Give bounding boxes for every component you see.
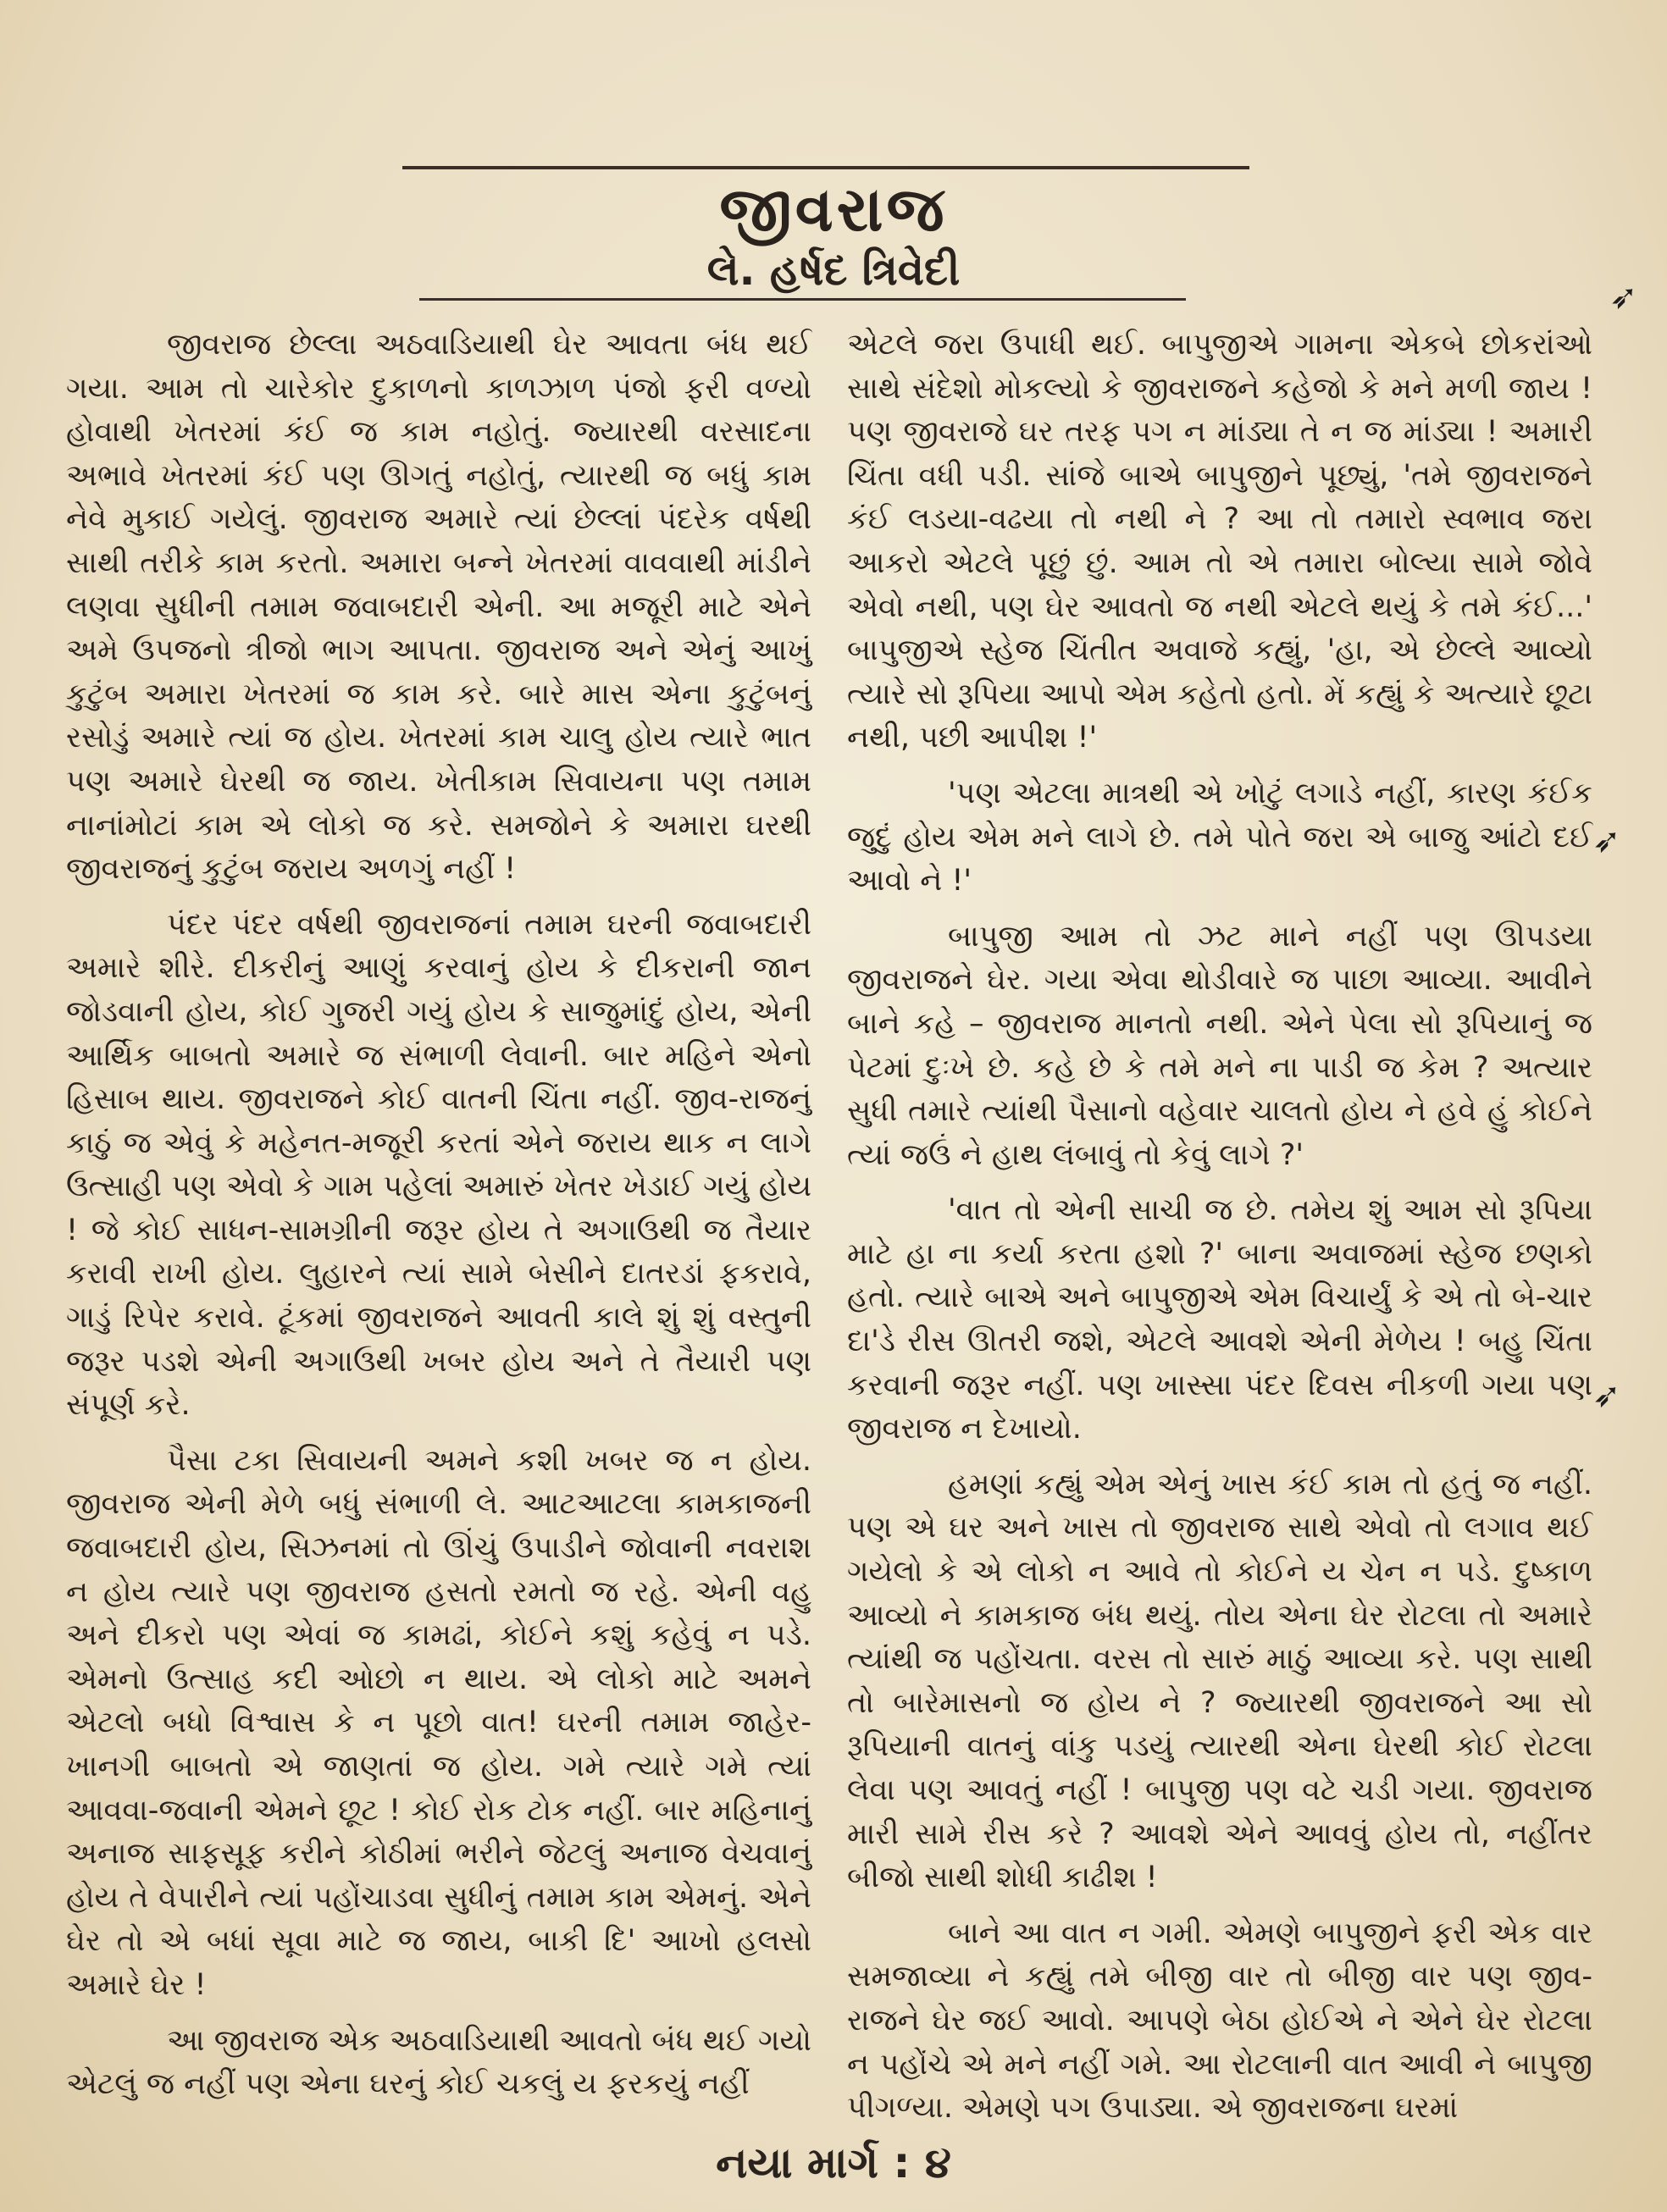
article-author: લે. હર્ષદ ત્રિવેદી: [706, 246, 961, 295]
title-rule: [419, 298, 1186, 301]
paragraph: એટલે જરા ઉપાધી થઈ. બાપુજીએ ગામના એકબે છોકરાંઓ સાથે સંદેશો મોકલ્યો કે જીવરાજને કહેજો કે મને મળી જાય ! પણ જીવરાજે ઘર તરફ પગ ન માંડ્યા તે ન જ માંડ્યા ! અમારી ચિંતા વધી પડી. સાંજે બાએ બાપુજીને પૂછ્યું, 'તમે જીવરાજને કંઈ લડયા-વઢયા તો નથી ને ? આ તો તમારો સ્વભાવ જરા આકરો એટલે પૂછું છું. આમ તો એ તમારા બોલ્યા સામે જોવે એવો નથી, પણ ઘેર આવતો જ નથી એટલે થયું કે તમે કંઈ...' બાપુજીએ સ્હેજ ચિંતીત અવાજે કહ્યું, 'હા, એ છેલ્લે આવ્યો ત્યારે સો રૂપિયા આપો એમ કહેતો હતો. મેં કહ્યું કે અત્યારે છૂટા નથી, પછી આપીશ !': [847, 328, 1592, 755]
footer-separator: :: [893, 2138, 911, 2187]
left-column: [66, 324, 811, 2107]
paragraph: પૈસા ટકા સિવાયની અમને કશી ખબર જ ન હોય. જીવરાજ એની મેળે બધું સંભાળી લે. આટઆટલા કામકાજની જવાબદારી હોય, સિઝનમાં તો ઊંચું ઉપાડીને જોવાની નવરાશ ન હોય ત્યારે પણ જીવરાજ હસતો રમતો જ રહે. એની વહુ અને દીકરો પણ એવાં જ કામઢાં, કોઈને કશું કહેવું ન પડે. એમનો ઉત્સાહ કદી ઓછો ન થાય. એ લોકો માટે અમને એટલો બધો વિશ્વાસ કે ન પૂછો વાત! ઘરની તમામ જાહેર-ખાનગી બાબતો એ જાણતાં જ હોય. ગમે ત્યારે ગમે ત્યાં આવવા-જવાની એમને છૂટ ! કોઈ રોક ટોક નહીં. બાર મહિનાનું અનાજ સાફસૂફ કરીને કોઠીમાં ભરીને જેટલું અનાજ વેચવાનું હોય તે વેપારીને ત્યાં પહોંચાડવા સુધીનું તમામ કામ એમનું. એને ઘેર તો એ બધાં સૂવા માટે જ જાય, બાકી દિ' આખો હલસો અમારે ઘેર !: [66, 1443, 811, 2002]
page-number: ૪: [924, 2138, 951, 2187]
paragraph: પંદર પંદર વર્ષથી જીવરાજનાં તમામ ઘરની જવાબદારી અમારે શીરે. દીકરીનું આણું કરવાનું હોય કે દીકરાની જાન જોડવાની હોય, કોઈ ગુજરી ગયું હોય કે સાજુમાંદું હોય, એની આર્થિક બાબતો અમારે જ સંભાળી લેવાની. બાર મહિને એનો હિસાબ થાય. જીવરાજને કોઈ વાતની ચિંતા નહીં. જીવ-રાજનું કાઠું જ એવું કે મહેનત-મજૂરી કરતાં એને જરાય થાક ન લાગે ઉત્સાહી પણ એવો કે ગામ પહેલાં અમારું ખેતર ખેડાઈ ગયું હોય ! જે કોઈ સાધન-સામગ્રીની જરૂર હોય તે અગાઉથી જ તૈયાર કરાવી રાખી હોય. લુહારને ત્યાં સામે બેસીને દાતરડાં ફકરાવે, ગાડું રિપેર કરાવે. ટૂંકમાં જીવરાજને આવતી કાલે શું શું વસ્તુની જરૂર પડશે એની અગાઉથી ખબર હોય અને તે તૈયારી પણ સંપૂર્ણ કરે.: [66, 907, 811, 1423]
bird-mark-icon: ➶: [1592, 821, 1621, 860]
paragraph: હમણાં કહ્યું એમ એનું ખાસ કંઈ કામ તો હતું જ નહીં. પણ એ ઘર અને ખાસ તો જીવરાજ સાથે એવો તો લગાવ થઈ ગયેલો કે એ લોકો ન આવે તો કોઈને ય ચેન ન પડે. દુષ્કાળ આવ્યો ને કામકાજ બંધ થયું. તોય એના ઘેર રોટલા તો અમારે ત્યાંથી જ પહોંચતા. વરસ તો સારું માઠું આવ્યા કરે. પણ સાથી તો બારેમાસનો જ હોય ને ? જ્યારથી જીવરાજને આ સો રૂપિયાની વાતનું વાંકુ પડયું ત્યારથી એના ઘેરથી કોઈ રોટલા લેવા પણ આવતું નહીં ! બાપુજી પણ વટે ચડી ગયા. જીવરાજ મારી સામે રીસ કરે ? આવશે એને આવવું હોય તો, નહીંતર બીજો સાથી શોધી કાઢીશ !: [847, 1467, 1592, 1895]
page-footer: [0, 2138, 1667, 2188]
paragraph: 'વાત તો એની સાચી જ છે. તમેય શું આમ સો રૂપિયા માટે હા ના કર્યા કરતા હશો ?' બાના અવાજમાં સ્હેજ છણકો હતો. ત્યારે બાએ અને બાપુજીએ એમ વિચાર્યું કે એ તો બે-ચાર દા'ડે રીસ ઊતરી જશે, એટલે આવશે એની મેળેય ! બહુ ચિંતા કરવાની જરૂર નહીં. પણ ખાસ્સા પંદર દિવસ નીકળી ગયા પણ જીવરાજ ન દેખાયો.: [847, 1193, 1592, 1446]
bird-mark-icon: ➶: [1592, 1376, 1621, 1415]
bird-mark-icon: ➶: [1609, 278, 1638, 317]
paragraph: આ જીવરાજ એક અઠવાડિયાથી આવતો બંધ થઈ ગયો એટલું જ નહીં પણ એના ઘરનું કોઈ ચકલું ય ફરકયું નહીં: [66, 2023, 811, 2102]
paragraph: 'પણ એટલા માત્રથી એ ખોટું લગાડે નહીં, કારણ કંઈક જુદું હોય એમ મને લાગે છે. તમે પોતે જરા એ બાજુ આંટો દઈ આવો ને !': [847, 776, 1592, 899]
paragraph: બાપુજી આમ તો ઝટ માને નહીં પણ ઊપડયા જીવરાજને ઘેર. ગયા એવા થોડીવારે જ પાછા આવ્યા. આવીને બાને કહે – જીવરાજ માનતો નથી. એને પેલા સો રૂપિયાનું જ પેટમાં દુઃખે છે. કહે છે કે તમે મને ના પાડી જ કેમ ? અત્યાર સુધી તમારે ત્યાંથી પૈસાનો વહેવાર ચાલતો હોય ને હવે હું કોઈને ત્યાં જઉં ને હાથ લંબાવું તો કેવું લાગે ?': [847, 919, 1592, 1172]
paragraph: બાને આ વાત ન ગમી. એમણે બાપુજીને ફરી એક વાર સમજાવ્યા ને કહ્યું તમે બીજી વાર તો બીજી વાર પણ જીવ-રાજને ઘેર જઈ આવો. આપણે બેઠા હોઈએ ને એને ઘેર રોટલા ન પહોંચે એ મને નહીં ગમે. આ રોટલાની વાત આવી ને બાપુજી પીગળ્યા. એમણે પગ ઉપાડ્યા. એ જીવરાજના ઘરમાં: [847, 1916, 1592, 2126]
article-title: જીવરાજ: [719, 174, 948, 245]
right-column: [847, 324, 1592, 2131]
top-rule: [402, 166, 1249, 169]
paragraph: જીવરાજ છેલ્લા અઠવાડિયાથી ઘેર આવતા બંધ થઈ ગયા. આમ તો ચારેકોર દુકાળનો કાળઝાળ પંજો ફરી વળ્યો હોવાથી ખેતરમાં કંઈ જ કામ નહોતું. જ્યારથી વરસાદના અભાવે ખેતરમાં કંઈ પણ ઊગતું નહોતું, ત્યારથી જ બધું કામ નેવે મુકાઈ ગયેલું. જીવરાજ અમારે ત્યાં છેલ્લાં પંદરેક વર્ષથી સાથી તરીકે કામ કરતો. અમારા બન્ને ખેતરમાં વાવવાથી માંડીને લણવા સુધીની તમામ જવાબદારી એની. આ મજૂરી માટે એને અમે ઉપજનો ત્રીજો ભાગ આપતા. જીવરાજ અને એનું આખું કુટુંબ અમારા ખેતરમાં જ કામ કરે. બારે માસ એના કુટુંબનું રસોડું અમારે ત્યાં જ હોય. ખેતરમાં કામ ચાલુ હોય ત્યારે ભાત પણ અમારે ઘેરથી જ જાય. ખેતીકામ સિવાયના પણ તમામ નાનાંમોટાં કામ એ લોકો જ કરે. સમજોને કે અમારા ઘરથી જીવરાજનું કુટુંબ જરાય અળગું નહીં !: [66, 328, 811, 887]
magazine-name: નયા માર્ગ: [716, 2138, 879, 2187]
